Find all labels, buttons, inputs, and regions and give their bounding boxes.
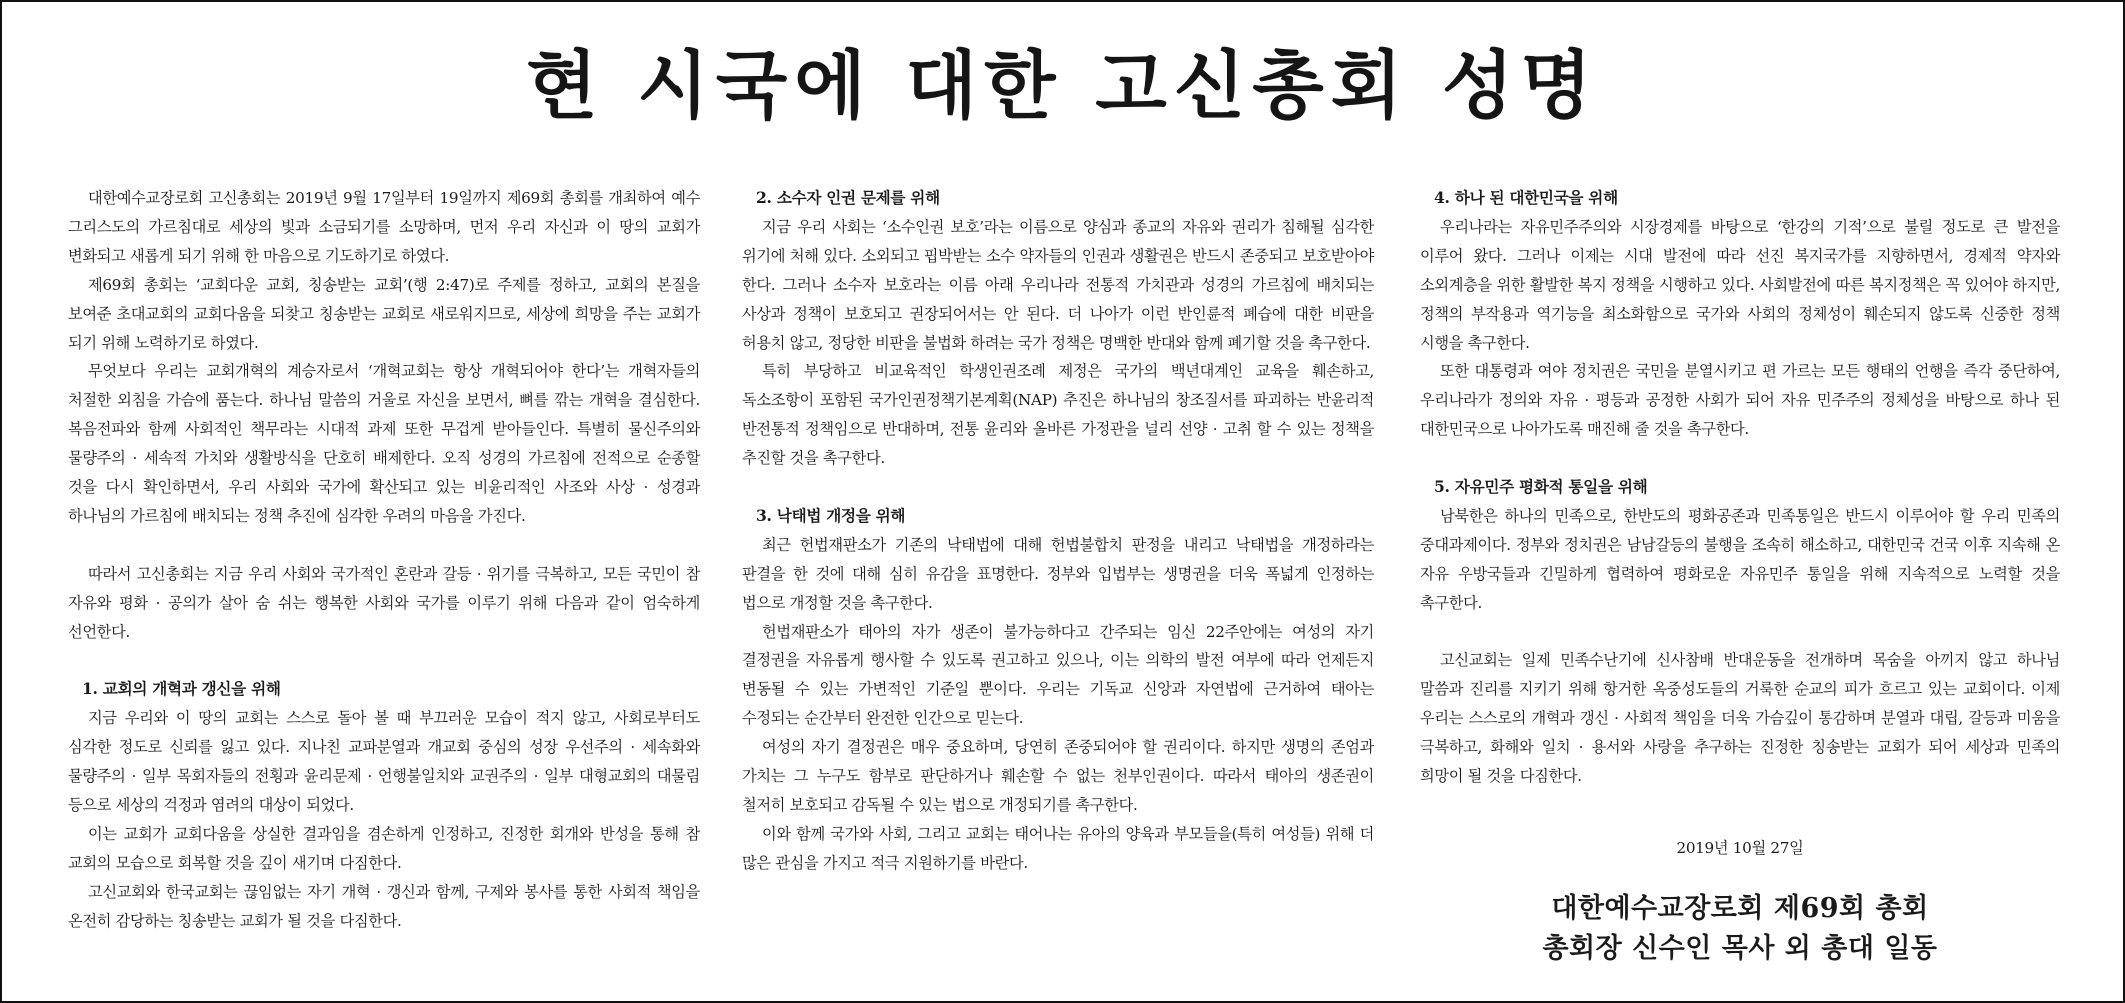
section-3-paragraph-3: 여성의 자기 결정권은 매우 중요하며, 당연히 존중되어야 할 권리이다. 하지만 생명의 존엄과 가치는 그 누구도 함부로 판단하거나 훼손할 수 없는 천부인권이다. 따라서 태아의 생존권이 철저히 보호되고 감독될 수 있는 법으로 개정되기를 촉구한다. bbox=[742, 738, 1374, 815]
section-2-heading: 2. 소수자 인권 문제를 위해 bbox=[756, 188, 940, 207]
statement-date: 2019년 10월 27일 bbox=[1676, 839, 1804, 857]
section-3-paragraph-2: 헌법재판소가 태아의 자가 생존이 불가능하다고 간주되는 임신 22주안에는 여성의 자기 결정권을 자유롭게 행사할 수 있도록 권고하고 있으나, 이는 의학의 발전 여부에 따라 언제든지 변동될 수 있는 가변적인 기준일 뿐이다. 우리는 기독교 신앙과 자연법에 근거하여 태아는 수정되는 순간부터 완전한 인간으로 믿는다. bbox=[742, 622, 1374, 728]
section-4-paragraph-2: 또한 대통령과 여야 정치권은 국민을 분열시키고 편 가르는 모든 행태의 언행을 즉각 중단하여, 우리나라가 정의와 자유 · 평등과 공정한 사회가 되어 자유 민주주의 정체성을 바탕으로 하나 된 대한민국으로 나아가도록 매진해 줄 것을 촉구한다. bbox=[1420, 362, 2060, 439]
signature-signatories: 총회장 신수인 목사 외 총대 일동 bbox=[1542, 932, 1938, 964]
section-3-paragraph-4: 이와 함께 국가와 사회, 그리고 교회는 태어나는 유아의 양육과 부모들을(특히 여성들) 위해 더 많은 관심을 가지고 적극 지원하기를 바란다. bbox=[742, 824, 1374, 872]
closing-paragraph: 고신교회는 일제 민족수난기에 신사참배 반대운동을 전개하며 목숨을 아끼지 않고 하나님 말씀과 진리를 지키기 위해 항거한 옥중성도들의 거룩한 순교의 피가 흐르고 있는 교회이다. 이제 우리는 스스로의 개혁과 갱신 · 사회적 책임을 더욱 가슴깊이 통감하며 분열과 대립, 갈등과 미움을 극복하고, 화해와 일치 · 용서와 사랑을 추구하는 진정한 칭송받는 교회가 되어 세상과 민족의 희망이 될 것을 다짐한다. bbox=[1420, 651, 2060, 786]
section-1-paragraph-1: 지금 우리와 이 땅의 교회는 스스로 돌아 볼 때 부끄러운 모습이 적지 않고, 사회로부터도 심각한 정도로 신뢰를 잃고 있다. 지나친 교파분열과 개교회 중심의 성장 우선주의 · 세속화와 물량주의 · 일부 목회자들의 전횡과 윤리문제 · 언행불일치와 교권주의 · 일부 대형교회의 대물림 등으로 세상의 걱정과 염려의 대상이 되었다. bbox=[68, 709, 700, 814]
column-2 bbox=[742, 184, 1374, 878]
section-5-paragraph-1: 남북한은 하나의 민족으로, 한반도의 평화공존과 민족통일은 반드시 이루어야 할 우리 민족의 중대과제이다. 정부와 정치권은 남남갈등의 불행을 조속히 해소하고, 대한민국 건국 이후 지속해 온 자유 우방국들과 긴밀하게 협력하여 평화로운 자유민주 통일을 위해 지속적으로 노력할 것을 촉구한다. bbox=[1420, 506, 2060, 612]
spacer bbox=[742, 473, 1374, 502]
section-1-paragraph-2: 이는 교회가 교회다움을 상실한 결과임을 겸손하게 인정하고, 진정한 회개와 반성을 통해 참 교회의 모습으로 회복할 것을 깊이 새기며 다짐한다. bbox=[68, 824, 700, 872]
spacer bbox=[68, 531, 700, 560]
spacer bbox=[1420, 444, 2060, 473]
resolve-paragraph: 따라서 고신총회는 지금 우리 사회와 국가적인 혼란과 갈등 · 위기를 극복하고, 모든 국민이 참 자유와 평화 · 공의가 살아 숨 쉬는 행복한 사회와 국가를 이루기 위해 다음과 같이 엄숙하게 선언한다. bbox=[68, 564, 700, 641]
section-5-heading: 5. 자유민주 평화적 통일을 위해 bbox=[1434, 477, 1648, 497]
section-3-heading: 3. 낙태법 개정을 위해 bbox=[756, 505, 906, 525]
section-4-paragraph-1: 우리나라는 자유민주주의와 시장경제를 바탕으로 ‘한강의 기적’으로 불릴 정도로 큰 발전을 이루어 왔다. 그러나 이제는 시대 발전에 따라 선진 복지국가를 지향하면서, 경제적 약자와 소외계층을 위한 활발한 복지 정책을 시행하고 있다. 사회발전에 따른 복지정책은 꼭 있어야 하지만, 정책의 부작용과 역기능을 최소화함으로 국가와 사회의 정체성이 훼손되지 않도록 신중한 정책 시행을 촉구한다. bbox=[1420, 217, 2060, 352]
section-1-paragraph-3: 고신교회와 한국교회는 끊임없는 자기 개혁 · 갱신과 함께, 구제와 봉사를 통한 사회적 책임을 온전히 감당하는 칭송받는 교회가 될 것을 다짐한다. bbox=[68, 882, 700, 930]
column-1 bbox=[68, 184, 700, 936]
spacer bbox=[1420, 618, 2060, 647]
section-2-paragraph-2: 특히 부당하고 비교육적인 학생인권조례 제정은 국가의 백년대계인 교육을 훼손하고, 독소조항이 포함된 국가인권정책기본계획(NAP) 추진은 하나님의 창조질서를 파괴하는 반윤리적 반전통적 정책임으로 반대하며, 전통 윤리와 올바른 가정관을 널리 선양 · 고취 할 수 있는 정책을 추진할 것을 촉구한다. bbox=[742, 362, 1374, 468]
spacer bbox=[68, 646, 700, 675]
intro-paragraph-2: 제69회 총회는 ‘교회다운 교회, 칭송받는 교회’(행 2:47)로 주제를 정하고, 교회의 본질을 보여준 초대교회의 교회다움을 되찾고 칭송받는 교회로 새로워지므로, 세상에 희망을 주는 교회가 되기 위해 노력하기로 하였다. bbox=[68, 275, 700, 352]
signature-organization: 대한예수교장로회 제69회 총회 bbox=[1551, 892, 1929, 924]
intro-paragraph-1: 대한예수교장로회 고신총회는 2019년 9월 17일부터 19일까지 제69회 총회를 개최하여 예수 그리스도의 가르침대로 세상의 빛과 소금되기를 소망하며, 먼저 우리 자신과 이 땅의 교회가 변화되고 새롭게 되기 위해 한 마음으로 기도하기로 하였다. bbox=[68, 189, 700, 265]
intro-paragraph-3: 무엇보다 우리는 교회개혁의 계승자로서 ‘개혁교회는 항상 개혁되어야 한다’는 개혁자들의 처절한 외침을 가슴에 품는다. 하나님 말씀의 거울로 자신을 보면서, 뼈를 깎는 개혁을 결심한다. 복음전파와 함께 사회적인 책무라는 시대적 과제 또한 무겁게 받아들인다. 특별히 물신주의와 물량주의 · 세속적 가치와 생활방식을 단호히 배제한다. 오직 성경의 가르침에 전적으로 순종할 것을 다시 확인하면서, 우리 사회와 국가에 확산되고 있는 비윤리적인 사조와 사상 · 성경과 하나님의 가르침에 배치되는 정책 추진에 심각한 우려의 마음을 가진다. bbox=[68, 362, 700, 525]
section-4-heading: 4. 하나 된 대한민국을 위해 bbox=[1434, 188, 1618, 207]
column-3 bbox=[1420, 184, 2060, 969]
section-1-heading: 1. 교회의 개혁과 갱신을 위해 bbox=[82, 679, 281, 699]
section-3-paragraph-1: 최근 헌법재판소가 기존의 낙태법에 대해 헌법불합치 판정을 내리고 낙태법을 개정하라는 판결을 한 것에 대해 심히 유감을 표명한다. 정부와 입법부는 생명권을 더욱 폭넓게 인정하는 법으로 개정할 것을 촉구한다. bbox=[742, 535, 1374, 612]
section-2-paragraph-1: 지금 우리 사회는 ‘소수인권 보호’라는 이름으로 양심과 종교의 자유와 권리가 침해될 심각한 위기에 처해 있다. 소외되고 핍박받는 소수 약자들의 인권과 생활권은 반드시 존중되고 보호받아야 한다. 그러나 소수자 보호라는 이름 아래 우리나라 전통적 가치관과 성경의 가르침에 배치되는 사상과 정책이 보호되고 권장되어서는 안 된다. 더 나아가 이런 반인륜적 폐습에 대한 비판을 허용치 않고, 정당한 비판을 불법화 하려는 국가 정책은 명백한 반대와 함께 폐기할 것을 촉구한다. bbox=[742, 217, 1374, 352]
statement-title: 현 시국에 대한 고신총회 성명 bbox=[526, 43, 1599, 129]
